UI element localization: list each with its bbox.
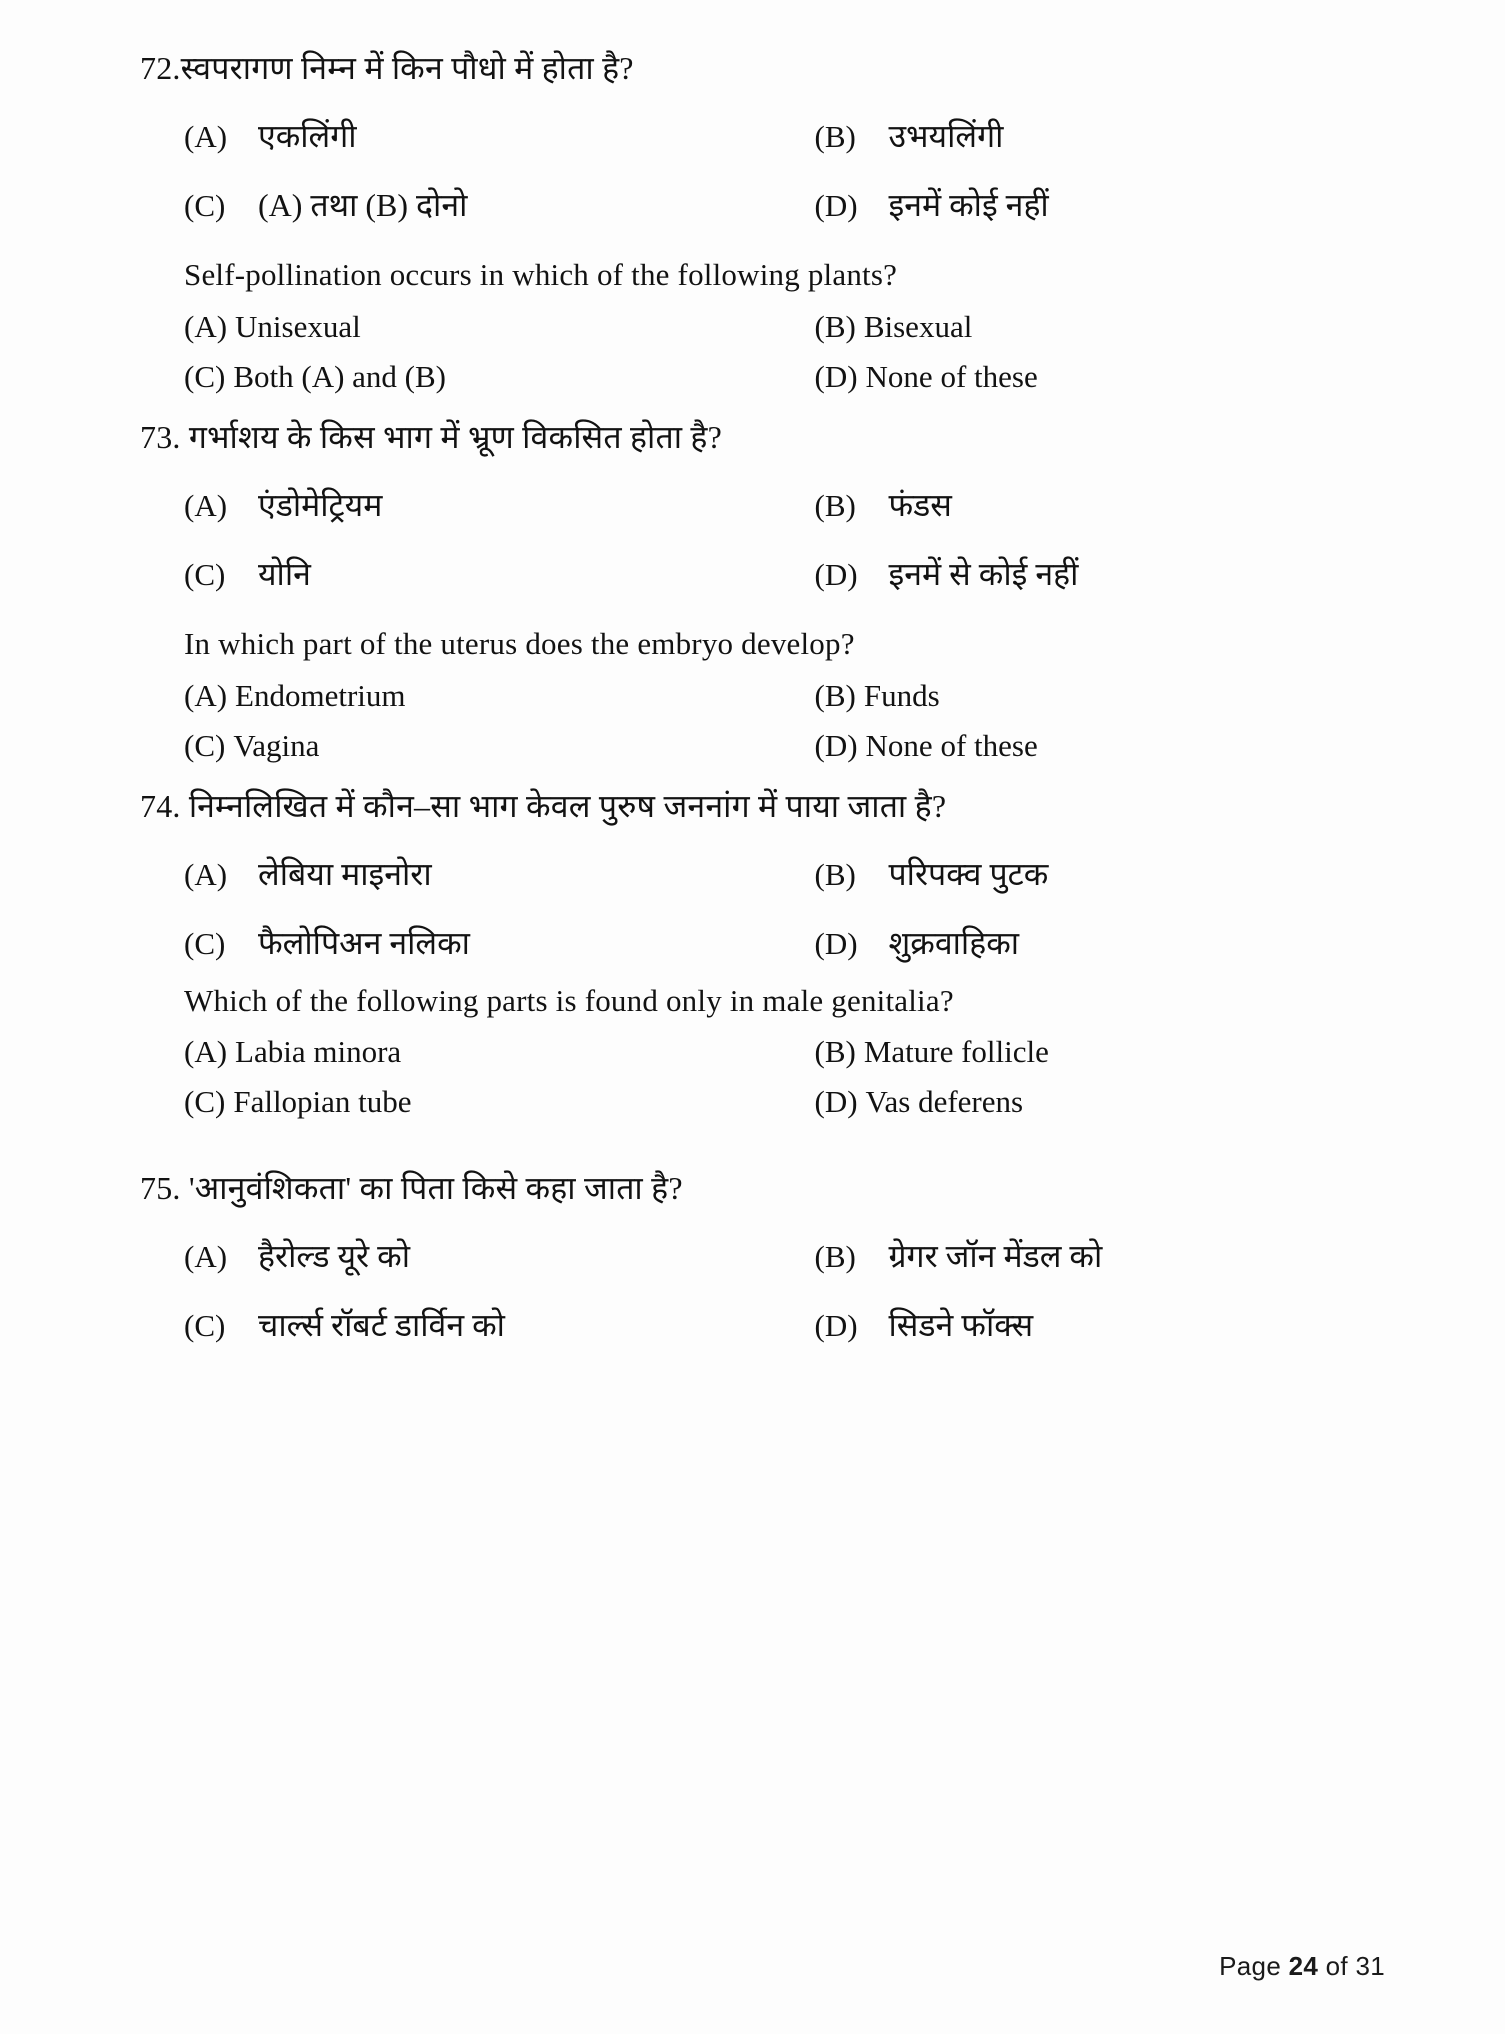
question-73-option-d-english[interactable] bbox=[785, 728, 1386, 764]
spacer bbox=[140, 399, 1385, 417]
option-label: Labia minora bbox=[235, 1034, 402, 1070]
option-label: सिडने फॉक्स bbox=[888, 1307, 1034, 1344]
question-block-75 bbox=[140, 1168, 1385, 1346]
question-73-english-option-row-2 bbox=[140, 728, 1385, 764]
spacer bbox=[140, 595, 1385, 625]
option-label: उभयलिंगी bbox=[888, 118, 1004, 154]
option-key: (D) bbox=[814, 358, 858, 394]
option-key: (A) bbox=[184, 308, 228, 344]
question-74-hindi-text bbox=[140, 786, 1385, 826]
option-label: एकलिंगी bbox=[258, 118, 357, 154]
option-label: चार्ल्स रॉबर्ट डार्विन को bbox=[258, 1307, 505, 1344]
question-72-option-b-english[interactable] bbox=[785, 309, 1386, 345]
question-72-number: 72. bbox=[140, 50, 181, 86]
option-label: Both (A) and (B) bbox=[233, 358, 446, 394]
option-key: (B) bbox=[814, 856, 856, 892]
option-key: (C) bbox=[184, 727, 226, 763]
spacer bbox=[140, 226, 1385, 256]
option-label: Vagina bbox=[233, 727, 320, 763]
option-key: (C) bbox=[184, 188, 226, 223]
question-72-option-b-hindi[interactable] bbox=[785, 114, 1386, 157]
question-74-english-option-row-1 bbox=[140, 1034, 1385, 1070]
spacer bbox=[140, 1124, 1385, 1168]
footer-page-number: 24 bbox=[1288, 1951, 1319, 1981]
option-label: Unisexual bbox=[235, 308, 361, 344]
option-label: शुक्रवाहिका bbox=[888, 924, 1020, 961]
question-72-option-c-english[interactable] bbox=[184, 359, 785, 395]
question-73-option-a-english[interactable] bbox=[184, 678, 785, 714]
option-key: (C) bbox=[184, 925, 226, 961]
option-key: (C) bbox=[184, 556, 226, 592]
question-72-english-option-row-1 bbox=[140, 309, 1385, 345]
spacer bbox=[140, 964, 1385, 982]
option-key: (B) bbox=[814, 487, 856, 523]
option-key: (D) bbox=[814, 556, 858, 592]
question-74-option-d-hindi[interactable] bbox=[785, 921, 1386, 964]
option-key: (B) bbox=[814, 1034, 856, 1070]
question-73-english-option-row-1 bbox=[140, 678, 1385, 714]
option-key: (D) bbox=[814, 1084, 858, 1120]
question-74-option-d-english[interactable] bbox=[785, 1084, 1386, 1120]
question-73-option-b-english[interactable] bbox=[785, 678, 1386, 714]
question-block-74 bbox=[140, 786, 1385, 1121]
question-73-hindi-option-row-2 bbox=[140, 552, 1385, 595]
option-label: Vas deferens bbox=[865, 1084, 1024, 1120]
question-73-hindi-statement: गर्भाशय के किस भाग में भ्रूण विकसित होता है? bbox=[188, 418, 722, 455]
option-label: इनमें कोई नहीं bbox=[888, 187, 1049, 223]
question-75-option-a-hindi[interactable] bbox=[184, 1234, 785, 1277]
question-72-hindi-option-row-2 bbox=[140, 183, 1385, 226]
option-key: (A) bbox=[184, 119, 228, 154]
option-label: Bisexual bbox=[863, 308, 973, 344]
question-block-73 bbox=[140, 417, 1385, 764]
option-label: परिपक्व पुटक bbox=[888, 855, 1049, 892]
question-72-option-d-hindi[interactable] bbox=[785, 183, 1386, 226]
question-72-hindi-text bbox=[140, 48, 1385, 88]
option-label: Endometrium bbox=[235, 677, 406, 713]
question-73-option-c-hindi[interactable] bbox=[184, 552, 785, 595]
option-key: (D) bbox=[814, 1308, 858, 1344]
question-75-hindi-statement: 'आनुवंशिकता' का पिता किसे कहा जाता है? bbox=[188, 1170, 683, 1207]
question-73-option-a-hindi[interactable] bbox=[184, 483, 785, 526]
question-74-english-text: Which of the following parts is found only in male genitalia? bbox=[184, 982, 954, 1018]
option-label: इनमें से कोई नहीं bbox=[888, 555, 1079, 592]
option-label: Mature follicle bbox=[863, 1034, 1049, 1070]
option-key: (C) bbox=[184, 1308, 226, 1344]
question-73-hindi-option-row-1 bbox=[140, 483, 1385, 526]
question-74-english-option-row-2 bbox=[140, 1084, 1385, 1120]
option-label: फैलोपिअन नलिका bbox=[258, 924, 470, 961]
option-label: Fallopian tube bbox=[233, 1084, 412, 1120]
option-key: (B) bbox=[814, 308, 856, 344]
question-72-option-a-hindi[interactable] bbox=[184, 114, 785, 157]
question-74-option-a-english[interactable] bbox=[184, 1034, 785, 1070]
question-74-option-c-hindi[interactable] bbox=[184, 921, 785, 964]
question-73-hindi-text bbox=[140, 417, 1385, 457]
option-key: (A) bbox=[184, 1034, 228, 1070]
option-key: (A) bbox=[184, 487, 228, 523]
option-key: (B) bbox=[814, 677, 856, 713]
option-key: (B) bbox=[814, 119, 856, 154]
question-74-hindi-option-row-1 bbox=[140, 852, 1385, 895]
option-label: एंडोमेट्रियम bbox=[258, 486, 383, 523]
question-72-english-text: Self-pollination occurs in which of the following plants? bbox=[184, 257, 898, 292]
option-key: (C) bbox=[184, 358, 226, 394]
option-label: (A) तथा (B) दोनो bbox=[258, 187, 468, 223]
question-75-hindi-option-row-1 bbox=[140, 1234, 1385, 1277]
question-73-option-b-hindi[interactable] bbox=[785, 483, 1386, 526]
question-74-number: 74. bbox=[140, 787, 181, 824]
option-label: ग्रेगर जॉन मेंडल को bbox=[888, 1238, 1103, 1275]
question-72-hindi-option-row-1 bbox=[140, 114, 1385, 157]
question-73-number: 73. bbox=[140, 418, 181, 455]
option-label: योनि bbox=[258, 555, 311, 592]
question-75-option-c-hindi[interactable] bbox=[184, 1303, 785, 1346]
option-key: (D) bbox=[814, 727, 858, 763]
spacer bbox=[140, 768, 1385, 786]
option-label: None of these bbox=[865, 727, 1038, 763]
option-key: (B) bbox=[814, 1239, 856, 1275]
option-label: लेबिया माइनोरा bbox=[258, 855, 432, 892]
question-75-option-d-hindi[interactable] bbox=[785, 1303, 1386, 1346]
question-72-hindi-statement: स्वपरागण निम्न में किन पौधो में होता है? bbox=[180, 50, 634, 86]
option-label: None of these bbox=[865, 358, 1038, 394]
question-72-option-d-english[interactable] bbox=[785, 359, 1386, 395]
option-key: (A) bbox=[184, 1239, 228, 1275]
question-74-option-b-english[interactable] bbox=[785, 1034, 1386, 1070]
question-block-72 bbox=[140, 48, 1385, 395]
option-label: फंडस bbox=[888, 486, 952, 523]
question-72-option-c-hindi[interactable] bbox=[184, 183, 785, 226]
question-74-option-c-english[interactable] bbox=[184, 1084, 785, 1120]
question-72-option-a-english[interactable] bbox=[184, 309, 785, 345]
question-75-option-b-hindi[interactable] bbox=[785, 1234, 1386, 1277]
option-key: (C) bbox=[184, 1084, 226, 1120]
question-74-option-b-hindi[interactable] bbox=[785, 852, 1386, 895]
option-label: Funds bbox=[863, 677, 940, 713]
option-key: (D) bbox=[814, 925, 858, 961]
option-key: (A) bbox=[184, 856, 228, 892]
question-72-english-option-row-2 bbox=[140, 359, 1385, 395]
question-73-option-d-hindi[interactable] bbox=[785, 552, 1386, 595]
footer-prefix: Page bbox=[1219, 1951, 1289, 1981]
question-74-hindi-option-row-2 bbox=[140, 921, 1385, 964]
question-73-english-text: In which part of the uterus does the embryo develop? bbox=[184, 625, 855, 661]
question-75-number: 75. bbox=[140, 1170, 181, 1207]
option-label: हैरोल्ड यूरे को bbox=[258, 1238, 411, 1275]
question-75-hindi-option-row-2 bbox=[140, 1303, 1385, 1346]
page-footer bbox=[1219, 1951, 1385, 1982]
footer-suffix: of 31 bbox=[1318, 1951, 1385, 1981]
question-75-hindi-text bbox=[140, 1168, 1385, 1208]
option-key: (A) bbox=[184, 677, 228, 713]
question-73-option-c-english[interactable] bbox=[184, 728, 785, 764]
question-74-hindi-statement: निम्नलिखित में कौन–सा भाग केवल पुरुष जननांग में पाया जाता है? bbox=[188, 787, 947, 824]
option-key: (D) bbox=[814, 188, 858, 223]
question-74-option-a-hindi[interactable] bbox=[184, 852, 785, 895]
